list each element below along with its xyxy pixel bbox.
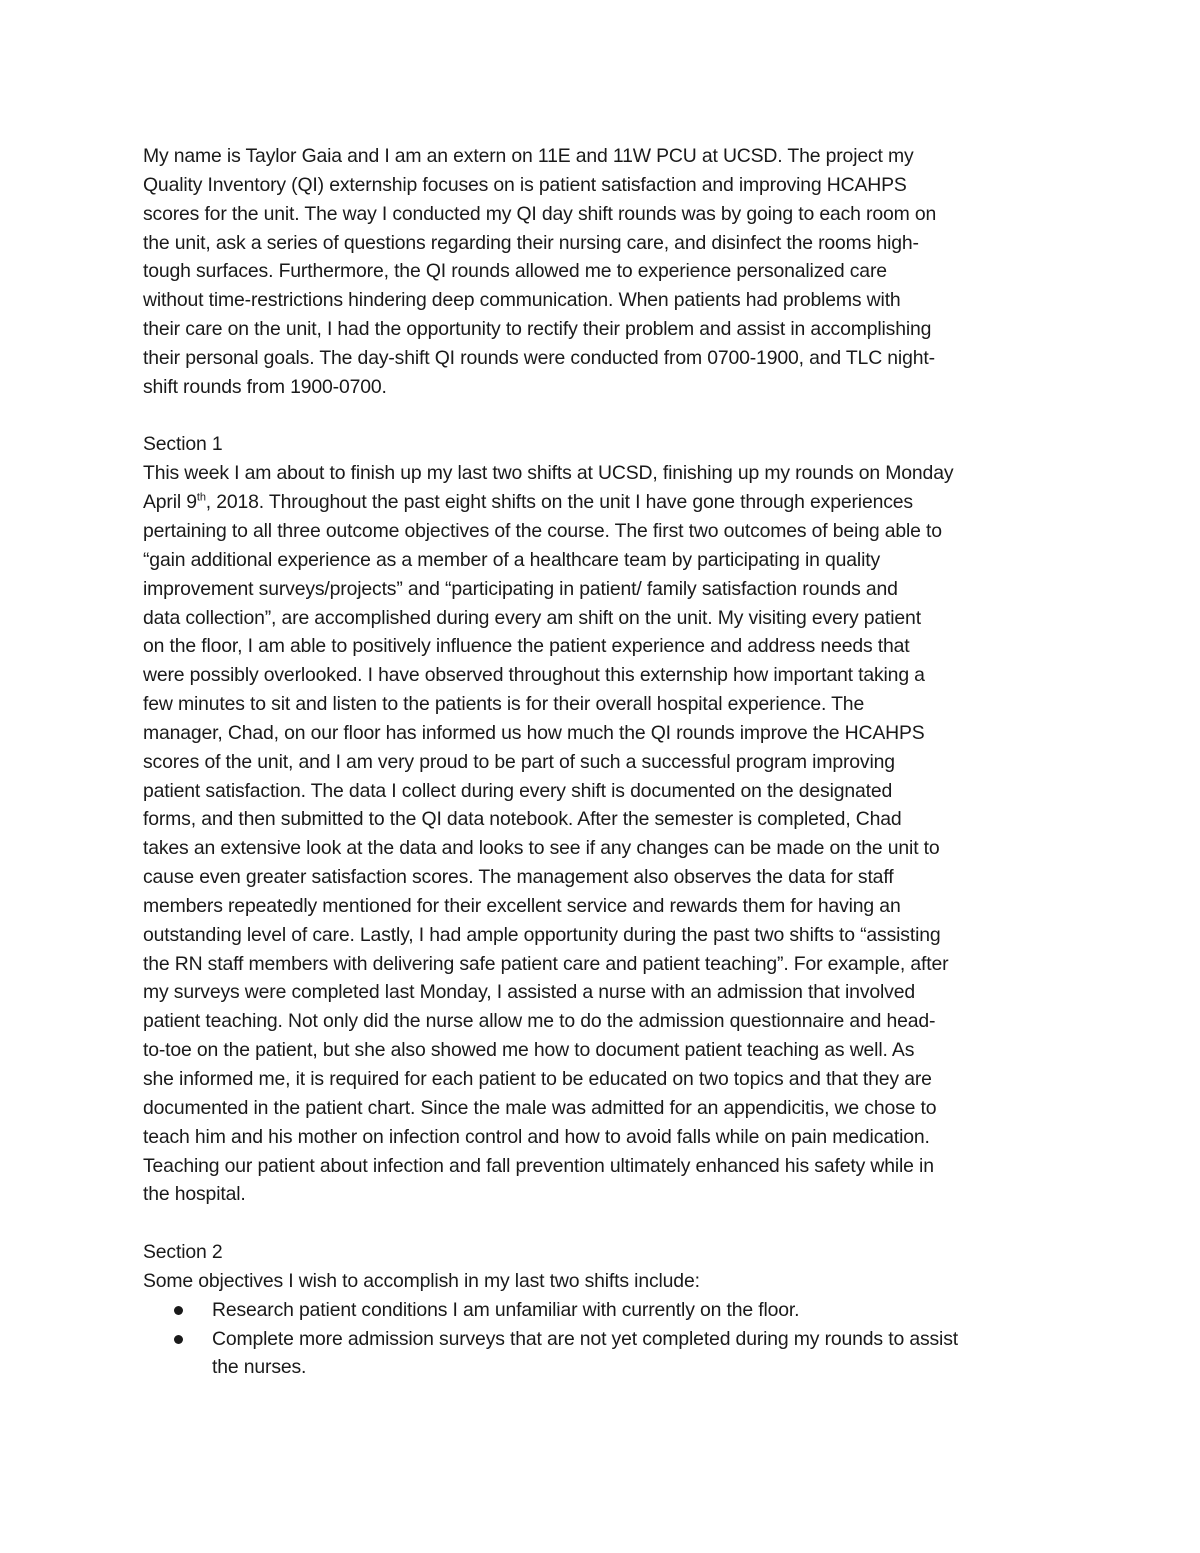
section-1-line: pertaining to all three outcome objectives of the course. The first two outcomes of being able to (143, 519, 942, 542)
intro-paragraph (143, 142, 1058, 402)
section-1-line: scores of the unit, and I am very proud to be part of such a successful program improving (143, 750, 895, 773)
objectives-list (143, 1296, 1058, 1383)
section-1-line: manager, Chad, on our floor has informed us how much the QI rounds improve the HCAHPS (143, 721, 925, 744)
section-1-line: data collection”, are accomplished during every am shift on the unit. My visiting every patient (143, 606, 921, 629)
section-1-line: few minutes to sit and listen to the patients is for their overall hospital experience. The (143, 693, 865, 716)
section-1-line: patient teaching. Not only did the nurse allow me to do the admission questionnaire and head- (143, 1010, 936, 1033)
section-1-line: she informed me, it is required for each patient to be educated on two topics and that they are (143, 1068, 932, 1090)
list-item-text: the nurses. (212, 1356, 307, 1379)
paragraph-spacer (143, 402, 1058, 431)
intro-line: without time-restrictions hindering deep communication. When patients had problems with (143, 289, 901, 312)
document-body (143, 142, 1058, 1382)
section-1-line: “gain additional experience as a member of a healthcare team by participating in quality (143, 548, 881, 571)
section-1-line: documented in the patient chart. Since the male was admitted for an appendicitis, we chose to (143, 1096, 937, 1119)
intro-line: Quality Inventory (QI) externship focuses on is patient satisfaction and improving HCAHPS (143, 173, 907, 196)
section-2 (143, 1238, 1058, 1382)
section-1-line: on the floor, I am able to positively influence the patient experience and address needs that (143, 635, 910, 658)
section-2-heading: Section 2 (143, 1241, 223, 1264)
section-1-line: cause even greater satisfaction scores. The management also observes the data for staff (143, 866, 894, 889)
date-text: April 9 (143, 491, 197, 514)
section-2-intro: Some objectives I wish to accomplish in my last two shifts include: (143, 1269, 700, 1292)
list-item-text: Research patient conditions I am unfamiliar with currently on the floor. (212, 1298, 800, 1321)
intro-line: tough surfaces. Furthermore, the QI rounds allowed me to experience personalized care (143, 260, 887, 283)
section-1-heading: Section 1 (143, 433, 223, 456)
list-item (143, 1296, 1058, 1325)
section-1-line: were possibly overlooked. I have observed throughout this externship how important taking a (143, 664, 925, 687)
section-1-line: the RN staff members with delivering safe patient care and patient teaching”. For example, after (143, 952, 949, 975)
section-1-line-rest: , 2018. Throughout the past eight shifts on the unit I have gone through experiences (205, 491, 913, 514)
intro-line: their personal goals. The day-shift QI rounds were conducted from 0700-1900, and TLC night- (143, 346, 935, 369)
intro-line: shift rounds from 1900-0700. (143, 375, 387, 398)
section-1-line: my surveys were completed last Monday, I assisted a nurse with an admission that involved (143, 981, 915, 1004)
section-1-line: improvement surveys/projects” and “participating in patient/ family satisfaction rounds and (143, 577, 898, 600)
section-1-line: This week I am about to finish up my last two shifts at UCSD, finishing up my rounds on Monday (143, 462, 954, 485)
intro-line: My name is Taylor Gaia and I am an extern on 11E and 11W PCU at UCSD. The project my (143, 145, 914, 167)
list-item-text: Complete more admission surveys that are not yet completed during my rounds to assist (212, 1327, 958, 1350)
section-1 (143, 430, 1058, 1209)
section-1-line: outstanding level of care. Lastly, I had ample opportunity during the past two shifts to “assisting (143, 923, 941, 946)
section-1-line: the hospital. (143, 1183, 246, 1206)
section-1-line: Teaching our patient about infection and fall prevention ultimately enhanced his safety while in (143, 1154, 934, 1177)
intro-line: their care on the unit, I had the opportunity to rectify their problem and assist in accomplishing (143, 318, 932, 341)
intro-line: the unit, ask a series of questions regarding their nursing care, and disinfect the rooms high- (143, 231, 919, 254)
bullet-icon (174, 1335, 183, 1344)
section-1-line: patient satisfaction. The data I collect during every shift is documented on the designated (143, 779, 893, 802)
list-item (143, 1325, 1058, 1383)
intro-line: scores for the unit. The way I conducted my QI day shift rounds was by going to each room on (143, 202, 937, 225)
section-1-line: teach him and his mother on infection control and how to avoid falls while on pain medication. (143, 1125, 930, 1148)
section-1-line: forms, and then submitted to the QI data notebook. After the semester is completed, Chad (143, 808, 902, 831)
ordinal-suffix: th (196, 491, 206, 504)
section-1-line: takes an extensive look at the data and looks to see if any changes can be made on the unit to (143, 837, 940, 860)
section-1-line: to-toe on the patient, but she also showed me how to document patient teaching as well. As (143, 1039, 915, 1062)
bullet-icon (174, 1306, 183, 1315)
paragraph-spacer (143, 1209, 1058, 1238)
section-1-line (143, 488, 1058, 517)
section-1-line: members repeatedly mentioned for their excellent service and rewards them for having an (143, 894, 901, 917)
